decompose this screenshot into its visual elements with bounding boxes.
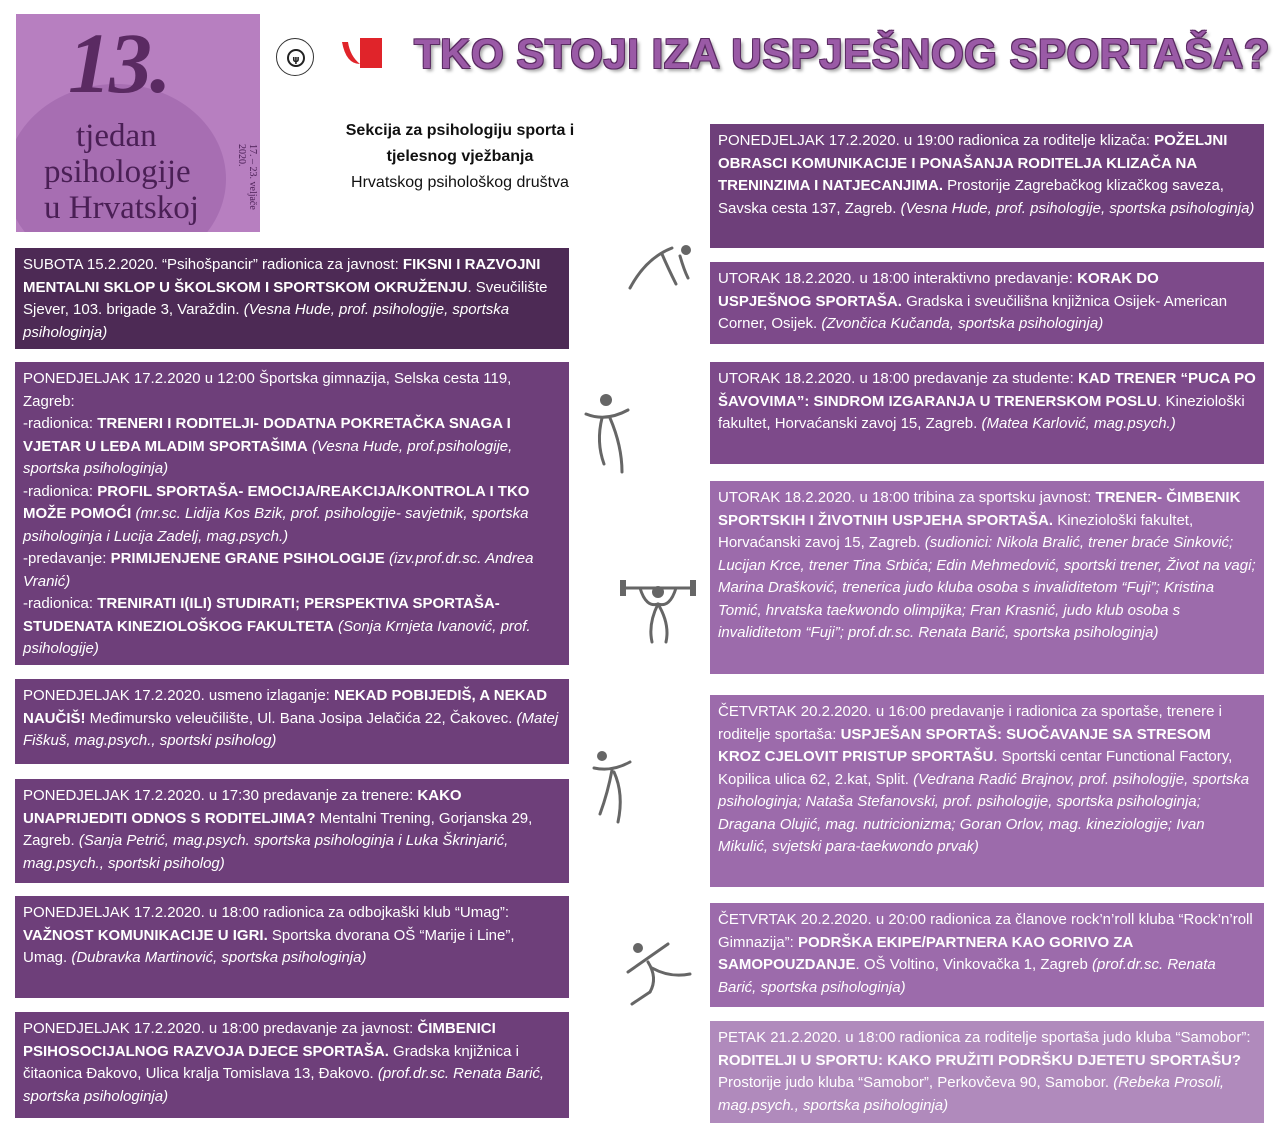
event-card-left-5: [15, 896, 569, 998]
event-text: UTORAK 18.2.2020. u 18:00 tribina za sportsku javnost:: [718, 489, 1096, 506]
event-text: . Kineziološki fakultet, Horvaćanski zavoj 15, Zagreb.: [718, 392, 1245, 432]
event-presenter: (sudionici: Nikola Bralić, trener braće Sinković; Lucijan Krce, trener Tina Srbića; Edin Mehmedović, sportski trener, Život na vagi; Marina Drašković, trenerica judo kluba osoba s invaliditetom “Fuji”; Kristina Tomić, hrvatska taekwondo olimpijka; Fran Krasnić, judo klub osoba s invaliditetom “Fuji”; prof.dr.sc. Renata Barić, sportska psihologinja): [718, 534, 1256, 641]
event-presenter: (Vesna Hude, prof. psihologije, sportska psihologinja): [900, 199, 1255, 217]
event-card-right-3: [710, 362, 1264, 464]
event-text: UTORAK 18.2.2020. u 18:00 interaktivno predavanje:: [718, 270, 1078, 287]
event-text: UTORAK 18.2.2020. u 18:00 predavanje za studente:: [718, 370, 1078, 387]
event-presenter: (Sanja Petrić, mag.psych. sportska psihologinja i Luka Škrinjarić, mag.psych., sportski psiholog): [23, 832, 509, 872]
week-logo-badge: [16, 14, 260, 232]
event-title: TRENERI I RODITELJI- DODATNA POKRETAČKA SNAGA I VJETAR U LEĐA MLADIM SPORTAŠIMA: [23, 415, 511, 455]
event-text: SUBOTA 15.2.2020. “Psihošpancir” radionica za javnost:: [23, 256, 403, 273]
event-title: PROFIL SPORTAŠA- EMOCIJA/REAKCIJA/KONTROLA I TKO MOŽE POMOĆI: [23, 482, 530, 522]
event-title: ČIMBENICI PSIHOSOCIJALNOG RAZVOJA DJECE SPORTAŠA.: [23, 1020, 496, 1060]
logo-number: 13.: [68, 15, 170, 111]
event-presenter: (Dubravka Martinović, sportska psihologinja): [71, 949, 367, 966]
event-presenter: (Vesna Hude, prof. psihologije, sportska psihologinja): [23, 301, 510, 341]
hpk-logo-icon: [276, 38, 314, 76]
event-presenter: (Zvončica Kučanda, sportska psihologinja): [821, 315, 1104, 332]
event-presenter: (izv.prof.dr.sc. Andrea Vranić): [23, 550, 534, 590]
event-title: PRIMIJENJENE GRANE PSIHOLOGIJE: [110, 550, 385, 567]
logo-line-3: u Hrvatskoj: [44, 190, 199, 226]
svg-text:ψ: ψ: [292, 55, 300, 65]
event-presenter: (prof.dr.sc. Renata Barić, sportska psihologinja): [718, 956, 1216, 996]
event-card-left-4: [15, 779, 569, 883]
event-text: -radionica:: [23, 595, 98, 612]
event-title: RODITELJI U SPORTU: KAKO PRUŽITI PODRŠKU DJETETU SPORTAŠU?: [718, 1051, 1242, 1069]
event-text: PONEDJELJAK 17.2.2020. u 17:30 predavanje za trenere:: [23, 787, 418, 804]
event-title: POŽELJNI OBRASCI KOMUNIKACIJE I PONAŠANJA RODITELJA KLIZAČA NA TRENINZIMA I NATJECANJIMA.: [718, 132, 1228, 194]
event-text: -predavanje:: [23, 550, 111, 567]
event-card-right-5: [710, 695, 1264, 887]
page-title: TKO STOJI IZA USPJEŠNOG SPORTAŠA?: [414, 30, 1270, 77]
event-text: -radionica:: [23, 415, 98, 432]
event-text: -radionica:: [23, 482, 98, 500]
event-card-right-4: [710, 481, 1264, 674]
event-text: . OŠ Voltino, Vinkovačka 1, Zagreb: [855, 956, 1093, 973]
event-text: Međimursko veleučilište, Ul. Bana Josipa Jelačića 22, Čakovec.: [85, 709, 517, 727]
event-text: PONEDJELJAK 17.2.2020 u 12:00 Športska gimnazija, Selska cesta 119, Zagreb:: [23, 370, 512, 410]
event-text: PONEDJELJAK 17.2.2020. u 19:00 radionica za roditelje klizača:: [718, 132, 1155, 149]
event-title: KAD TRENER “PUCA PO ŠAVOVIMA”: SINDROM IZGARANJA U TRENERSKOM POSLU: [718, 370, 1256, 410]
organizer-block: [280, 118, 640, 196]
event-title: TRENIRATI I(ILI) STUDIRATI; PERSPEKTIVA SPORTAŠA- STUDENATA KINEZIOLOŠKOG FAKULTETA: [23, 595, 500, 635]
event-card-right-1: [710, 124, 1264, 248]
event-text: Sportska dvorana OŠ “Marije i Line”, Umag.: [23, 926, 515, 966]
event-text: Mentalni Trening, Gorjanska 29, Zagreb.: [23, 809, 533, 849]
runner-icon: [626, 238, 696, 294]
event-text: . Sportski centar Functional Factory, Kopilica ulica 62, 2.kat, Split.: [718, 748, 1233, 788]
event-presenter: (mr.sc. Lidija Kos Bzik, prof. psihologije- savjetnik, sportska psihologinja i Lucija Zadelj, mag.psych.): [23, 505, 529, 545]
event-title: USPJEŠAN SPORTAŠ: SUOČAVANJE SA STRESOM KROZ CJELOVIT PRISTUP SPORTAŠU: [718, 725, 1211, 765]
event-title: PODRŠKA EKIPE/PARTNERA KAO GORIVO ZA SAMOPOUZDANJE: [718, 933, 1133, 973]
event-presenter: (Rebeka Prosoli, mag.psych., sportska psihologinja): [718, 1074, 1225, 1114]
logo-line-1: tjedan: [76, 118, 157, 154]
organizer-line-3: Hrvatskog psihološkog društva: [351, 174, 569, 191]
event-text: PONEDJELJAK 17.2.2020. usmeno izlaganje:: [23, 687, 335, 704]
event-text: ČETVRTAK 20.2.2020. u 20:00 radionica za članove rock’n’roll kluba “Rock’n’roll Gimnazija”:: [718, 911, 1253, 951]
logo-line-2: psihologije: [44, 154, 191, 190]
kicker-icon: [624, 938, 694, 1010]
event-text: PONEDJELJAK 17.2.2020. u 18:00 radionica za odbojkaški klub “Umag”:: [23, 904, 510, 921]
logo-dates: 17. – 23. veljače 2020.: [236, 144, 258, 210]
event-card-left-6: [15, 1012, 569, 1118]
event-card-left-1: [15, 248, 569, 349]
event-card-right-7: [710, 1021, 1264, 1123]
organizer-line-2: tjelesnog vježbanja: [386, 148, 534, 165]
event-text: PONEDJELJAK 17.2.2020. u 18:00 predavanje za javnost:: [23, 1020, 418, 1037]
event-title: FIKSNI I RAZVOJNI MENTALNI SKLOP U ŠKOLSKOM I SPORTSKOM OKRUŽENJU: [23, 256, 541, 296]
event-text: . Sveučilište Sjever, 103. brigade 3, Varaždin.: [23, 278, 548, 318]
jumper-icon: [582, 392, 632, 476]
event-text: Gradska knjižnica i čitaonica Đakovo, Ulica kralja Tomislava 13, Đakovo.: [23, 1042, 519, 1082]
event-title: KORAK DO USPJEŠNOG SPORTAŠA.: [718, 270, 1159, 310]
event-text: Kineziološki fakultet, Horvaćanski zavoj 15, Zagreb.: [718, 511, 1194, 551]
event-text: Prostorije Zagrebačkog klizačkog saveza, Savska cesta 137, Zagreb.: [718, 177, 1224, 217]
event-presenter: (Sonja Krnjeta Ivanović, prof. psihologije): [23, 617, 531, 657]
event-card-right-2: [710, 262, 1264, 344]
event-presenter: (prof.dr.sc. Renata Barić, sportska psihologinja): [23, 1065, 545, 1105]
event-presenter: (Matej Fiškuš, mag.psych., sportski psiholog): [23, 709, 559, 749]
hpd-logo-icon: [338, 34, 386, 76]
event-text: Gradska i sveučilišna knjižnica Osijek- American Corner, Osijek.: [718, 292, 1228, 332]
event-title: VAŽNOST KOMUNIKACIJE U IGRI.: [23, 926, 268, 944]
organizer-line-1: Sekcija za psihologiju sporta i: [345, 122, 575, 139]
event-presenter: (Vesna Hude, prof.psihologije, sportska psihologinja): [23, 437, 513, 477]
event-text: PETAK 21.2.2020. u 18:00 radionica za roditelje sportaša judo kluba “Samobor”:: [718, 1029, 1251, 1046]
event-text: Prostorije judo kluba “Samobor”, Perkovčeva 90, Samobor.: [718, 1074, 1114, 1091]
event-card-right-6: [710, 903, 1264, 1007]
event-card-left-2: [15, 362, 569, 665]
event-title: NEKAD POBIJEDIŠ, A NEKAD NAUČIŠ!: [23, 687, 548, 727]
weightlifter-icon: [618, 574, 698, 646]
event-presenter: (Vedrana Radić Brajnov, prof. psihologije, sportska psihologinja; Nataša Stefanovski, prof. psihologije, sportska psihologinja; Dragana Olujić, mag. nutricionizma; Goran Orlov, mag. kineziologije; Ivan Mikulić, svjetski para-taekwondo prvak): [718, 770, 1250, 855]
event-presenter: (Matea Karlović, mag.psych.): [981, 415, 1176, 432]
dancer-icon: [588, 748, 638, 826]
event-title: TRENER- ČIMBENIK SPORTSKIH I ŽIVOTNIH USPJEHA SPORTAŠA.: [718, 489, 1241, 529]
event-text: ČETVRTAK 20.2.2020. u 16:00 predavanje i radionica za sportaše, trenere i roditelje sportaša:: [718, 703, 1222, 743]
event-card-left-3: [15, 679, 569, 764]
event-title: KAKO UNAPRIJEDITI ODNOS S RODITELJIMA?: [23, 787, 462, 827]
